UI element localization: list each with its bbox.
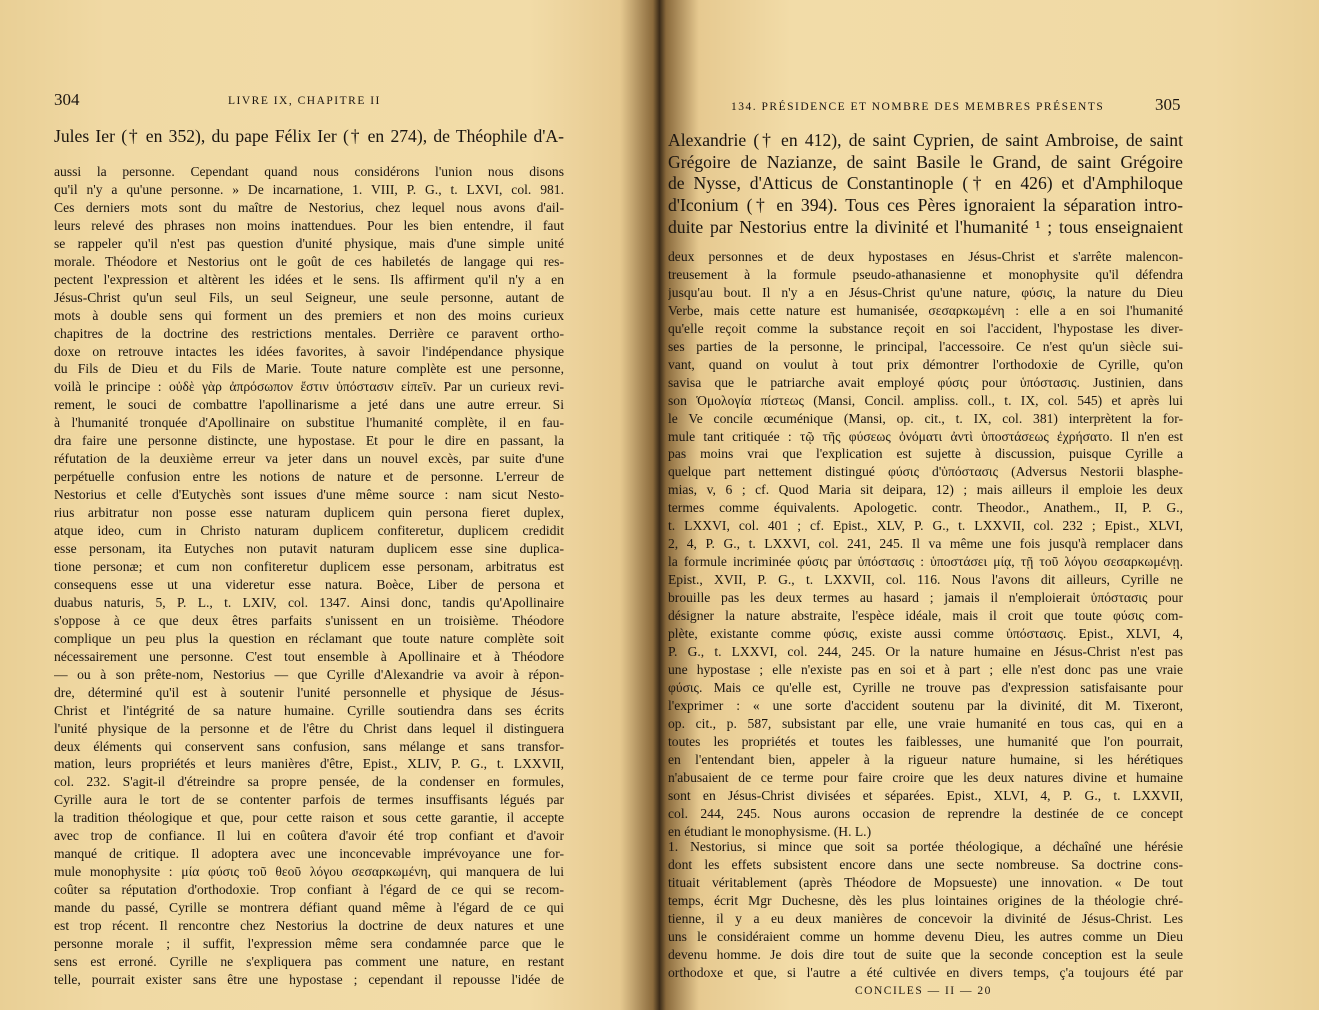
note-line: s'oppose à ce que deux êtres parfaits s'unissent en un troisième. Théodore [54, 612, 564, 628]
note-line: esse personam, ita Eutyches non putavit naturam duplicem esse sine duplica- [54, 541, 564, 557]
note-line: deux personnes et de deux hypostases en Jésus-Christ et s'arrête malencon- [668, 249, 1183, 264]
left-running-head: LIVRE IX, CHAPITRE II [228, 95, 381, 107]
note-line: Cyrille aura le tort de se contenter parfois de termes insuffisants légués par [54, 792, 564, 808]
note-line: deux éléments qui conservent sans confusion, sans mélange et sans transfor- [54, 738, 564, 754]
note-line: Epist., XVII, P. G., t. LXXVII, col. 116. Nous l'avons dit ailleurs, Cyrille ne [668, 572, 1183, 588]
left-note-block [54, 163, 564, 989]
note-line: telle, pourrait exister sans être une hypostase ; cependant il repousse l'idée de [54, 971, 564, 987]
lead-line: duite par Nestorius entre la divinité et l'humanité ¹ ; tous enseignaient [668, 216, 1183, 237]
note-line: en l'entendant bien, appeler à la rigueur nature humaine, si les hérétiques [668, 751, 1183, 767]
note-line: coûter sa réputation d'orthodoxie. Trop confiant à l'égard de ce qui se recom- [54, 882, 564, 898]
note-line: Verbe, mais cette nature est humanisée, σεσαρκωμένη : elle a en soi l'humanité [668, 302, 1183, 318]
note-line: mots à double sens qui forment un des premiers et non des moins curieux [54, 307, 564, 323]
note-line: ses parties de la personne, le principal, l'accessoire. Ce n'est qu'un siècle sui- [668, 338, 1183, 354]
note-line: φύσις. Mais ce qu'elle est, Cyrille ne trouve pas d'expression satisfaisante pour [668, 679, 1183, 695]
note-line: qu'il n'y a qu'une personne. » De incarnatione, 1. VIII, P. G., t. LXVI, col. 981. [54, 181, 564, 197]
note-line: complique un peu plus la question en réclamant que toute nature complète soit [54, 630, 564, 646]
note-line: chapitres de la doctrine des restrictions mentales. Derrière ce paravent ortho- [54, 325, 564, 341]
lead-line: Grégoire de Nazianze, de saint Basile le Grand, de saint Grégoire [668, 151, 1183, 172]
footnote-line: devenu homme. Je dois dire tout de suite que la seconde conception est la seule [668, 946, 1183, 962]
note-line: savisa que le patriarche avait employé φύσις pour ὑπόστασις. Justinien, dans [668, 374, 1183, 390]
note-line: une hypostase ; elle n'existe pas en soi et à part ; elle n'est donc pas une vraie [668, 661, 1183, 677]
note-line: consequens esse ut una videretur esse natura. Boèce, Liber de persona et [54, 576, 564, 592]
note-line: Christ et l'intégrité de sa nature humaine. Cyrille soutiendra dans ses écrits [54, 702, 564, 718]
note-line: personne morale ; il suffit, l'expression même sera condamnée parce que le [54, 935, 564, 951]
footnote-line: uns le considéraient comme un homme devenu Dieu, les autres comme un Dieu [668, 928, 1183, 944]
note-line: son Ὁμολογία πίστεως (Mansi, Concil. ampliss. coll., t. IX, col. 545) et après lui [668, 392, 1183, 408]
left-lead-line [54, 126, 564, 148]
note-line: Jésus-Christ qu'un seul Fils, un seul Seigneur, une seule personne, autant de [54, 289, 564, 305]
footnote-line: tienne, il y a eu deux manières de concevoir la divinité de Jésus-Christ. Les [668, 910, 1183, 926]
footnote-line: orthodoxe et que, si l'autre a été cultivée en divers temps, ç'a toujours été par [668, 964, 1183, 980]
note-line: l'unité physique de la personne et de l'être du Christ dans lequel il distinguera [54, 720, 564, 736]
note-line: est trop récent. Il rencontre chez Nestorius la doctrine de deux natures et une [54, 918, 564, 934]
note-line: rius arbitratur non posse esse naturam duplicem quin persona fieret duplex, [54, 505, 564, 521]
note-line: tione personæ; et cum non confiteretur duplicem esse personam, arbitratus est [54, 558, 564, 574]
lead-line: d'Iconium († en 394). Tous ces Pères ignoraient la séparation intro- [668, 195, 1183, 216]
note-line: brouille pas les deux termes au hasard ; jamais il n'emploierait ὑπόστασις pour [668, 590, 1183, 606]
note-line: du Fils de Dieu et du Fils de Marie. Toute nature complète est une personne, [54, 361, 564, 377]
note-line: jusqu'au bout. Il n'y a en Jésus-Christ qu'une nature, φύσις, la nature du Dieu [668, 284, 1183, 300]
note-line: mule tant critiquée : τῷ τῆς φύσεως ὀνόματι ἀντὶ ὑποστάσεως ἐχρήσατο. Il n'en est [668, 428, 1183, 444]
note-line: sens est erroné. Cyrille ne s'expliquera pas comment une nature, en restant [54, 953, 564, 969]
note-line: aussi la personne. Cependant quand nous considérons l'union nous disons [54, 164, 564, 179]
note-line: qu'elle reçoit comme la substance reçoit en soi l'accident, l'hypostase les diver- [668, 320, 1183, 336]
note-line: pas moins vrai que l'explication est sujette à discussion, puisque Cyrille a [668, 446, 1183, 462]
right-footnote-block [668, 838, 1183, 982]
note-line: réfutation de la deuxième erreur va jeter dans un nouvel excès, par suite d'une [54, 451, 564, 467]
note-line: rement, le souci de combattre l'apollinarisme a jeté dans une autre erreur. Si [54, 397, 564, 413]
note-line: la tradition théologique et que, pour cette raison et sous cette garantie, il accepte [54, 810, 564, 826]
note-line: perpétuelle confusion entre les notions de nature et de personne. L'erreur de [54, 469, 564, 485]
note-line: se rappeler qu'il n'est pas question d'unité physique, mais d'une simple unité [54, 235, 564, 251]
footnote-line: temps, écrit Mgr Duchesne, dès les plus lointaines origines de la théologie chré- [668, 892, 1183, 908]
note-line: sont en Jésus-Christ divisées et séparées. Epist., XLVI, 4, P. G., t. LXXVII, [668, 787, 1183, 803]
note-line: mule monophysite : μία φύσις τοῦ θεοῦ λόγου σεσαρκωμένη, qui manquera de lui [54, 864, 564, 880]
note-line: quelque part nettement distingué φύσις d'ὑπόστασις (Adversus Nestorii blasphe- [668, 464, 1183, 480]
right-page [618, 0, 1319, 1010]
note-line: — ou à son prête-nom, Nestorius — que Cyrille d'Alexandrie va avoir à répon- [54, 666, 564, 682]
footnote-line: tituait véritablement (après Théodore de Mopsueste) une innovation. « De tout [668, 874, 1183, 890]
left-lead-text: Jules Ier († en 352), du pape Félix Ier († en 274), de Théophile d'A- [54, 126, 564, 146]
right-note-block [668, 248, 1183, 840]
lead-line: Alexandrie († en 412), de saint Cyprien, de saint Ambroise, de saint [668, 130, 1183, 150]
note-line: manqué de critique. Il adoptera avec une inconcevable imprévoyance une for- [54, 846, 564, 862]
note-line: nécessairement une personne. C'est tout ensemble à Apollinaire et à Théodore [54, 648, 564, 664]
note-line: dre, déterminé qu'il est à soutenir l'unité personnelle et physique de Jésus- [54, 684, 564, 700]
note-line: le Ve concile œcuménique (Mansi, op. cit., t. IX, col. 381) interprètent la for- [668, 410, 1183, 426]
note-line: pectent l'expression et altèrent les idées et le sens. Ils affirment qu'il n'y a en [54, 271, 564, 287]
note-line: en étudiant le monophysisme. (H. L.) [668, 823, 872, 839]
left-page [0, 0, 610, 1010]
note-line: t. LXXVI, col. 401 ; cf. Epist., XLV, P. G., t. LXXVII, col. 232 ; Epist., XLVI, [668, 518, 1183, 534]
note-line: à l'humanité tronquée d'Apollinaire on substitue l'humanité complète, il en fau- [54, 415, 564, 431]
note-line: morale. Théodore et Nestorius ont le goût de ces habiletés de langage qui res- [54, 253, 564, 269]
note-line: n'abusaient de ce terme pour faire croire que les deux natures divine et humaine [668, 769, 1183, 785]
note-line: termes comme équivalents. Apologetic. contr. Theodor., Anathem., II, P. G., [668, 500, 1183, 516]
note-line: 2, 4, P. G., t. LXXVI, col. 241, 245. Il va même une fois jusqu'à remplacer dans [668, 536, 1183, 552]
note-line: toutes les propriétés et toutes les faiblesses, une humanité que l'on pourrait, [668, 733, 1183, 749]
note-line: voilà le principe : οὐδὲ γὰρ ἀπρόσωπον ἔστιν ὑπόστασιν εἰπεῖν. Par un curieux revi- [54, 379, 564, 395]
note-line: mias, v, 6 ; cf. Quod Maria sit deipara, 12) ; mais ailleurs il emploie les deux [668, 482, 1183, 498]
right-page-number: 305 [1155, 95, 1181, 114]
note-line: op. cit., p. 587, subsistant par elle, une vraie humanité en tous cas, qui en a [668, 715, 1183, 731]
note-line: doxe on retrouve intactes les idées favorites, à savoir l'indépendance physique [54, 343, 564, 359]
note-line: plète, existante comme φύσις, existe aussi comme ὑπόστασις. Epist., XLVI, 4, [668, 626, 1183, 642]
footnote-line: dont les effets subsistent encore dans une secte nombreuse. Sa doctrine cons- [668, 856, 1183, 872]
note-line: mation, leurs propriétés et leurs manières d'être, Epist., XLIV, P. G., t. LXXVII, [54, 756, 564, 772]
note-line: désigner la nature abstraite, l'espèce idéale, mais il croit que toute φύσις com- [668, 608, 1183, 624]
note-line: Ces derniers mots sont du maître de Nestorius, chez lequel nous avons d'ail- [54, 199, 564, 215]
note-line: P. G., t. LXXVI, col. 244, 245. Or la nature humaine en Jésus-Christ n'est pas [668, 643, 1183, 659]
note-line: col. 232. S'agit-il d'étreindre sa propre pensée, de la condenser en formules, [54, 774, 564, 790]
note-line: mande du passé, Cyrille se montrera défiant quand même à l'égard de ce qui [54, 900, 564, 916]
left-page-number: 304 [54, 90, 80, 109]
signature-mark: CONCILES — II — 20 [855, 985, 992, 997]
note-line: col. 244, 245. Nous aurons occasion de reprendre la destinée de ce concept [668, 805, 1183, 821]
note-line: la formule incriminée φύσις par ὑπόστασις : ὑποστάσει μίᾳ, τῇ τοῦ λόγου σεσαρκωμένῃ. [668, 554, 1183, 570]
note-line: atque ideo, cum in Christo naturam duplicem confiteretur, duplicem credidit [54, 523, 564, 539]
lead-line: de Nysse, d'Atticus de Constantinople († en 426) et d'Amphiloque [668, 173, 1183, 194]
note-line: dra faire une personne distincte, une hypostase. Et pour le dire en passant, la [54, 433, 564, 449]
note-line: leurs relevé des phrases non moins inattendues. Pour les bien entendre, il faut [54, 217, 564, 233]
note-line: treusement à la formule pseudo-athanasienne et monophysite qu'il défendra [668, 266, 1183, 282]
note-line: vant, quand on voulut à tout prix démontrer l'orthodoxie de Cyrille, qu'on [668, 356, 1183, 372]
note-line: avec trop de confiance. Il lui en coûtera d'avoir été trop confiant et d'avoir [54, 828, 564, 844]
note-line: l'exprimer : « une sorte d'accident soutenu par la divinité, dit M. Tixeront, [668, 697, 1183, 713]
note-line: duabus naturis, 5, P. L., t. LXIV, col. 1347. Ainsi donc, tandis qu'Apollinaire [54, 594, 564, 610]
footnote-line: 1. Nestorius, si mince que soit sa portée théologique, a déchaîné une hérésie [668, 839, 1183, 854]
right-running-head: 134. PRÉSIDENCE ET NOMBRE DES MEMBRES PRÉSENTS [731, 101, 1105, 113]
right-lead-block [668, 130, 1183, 239]
note-line: Nestorius et celle d'Eutychès sont issues d'une même source : nam sicut Nesto- [54, 487, 564, 503]
